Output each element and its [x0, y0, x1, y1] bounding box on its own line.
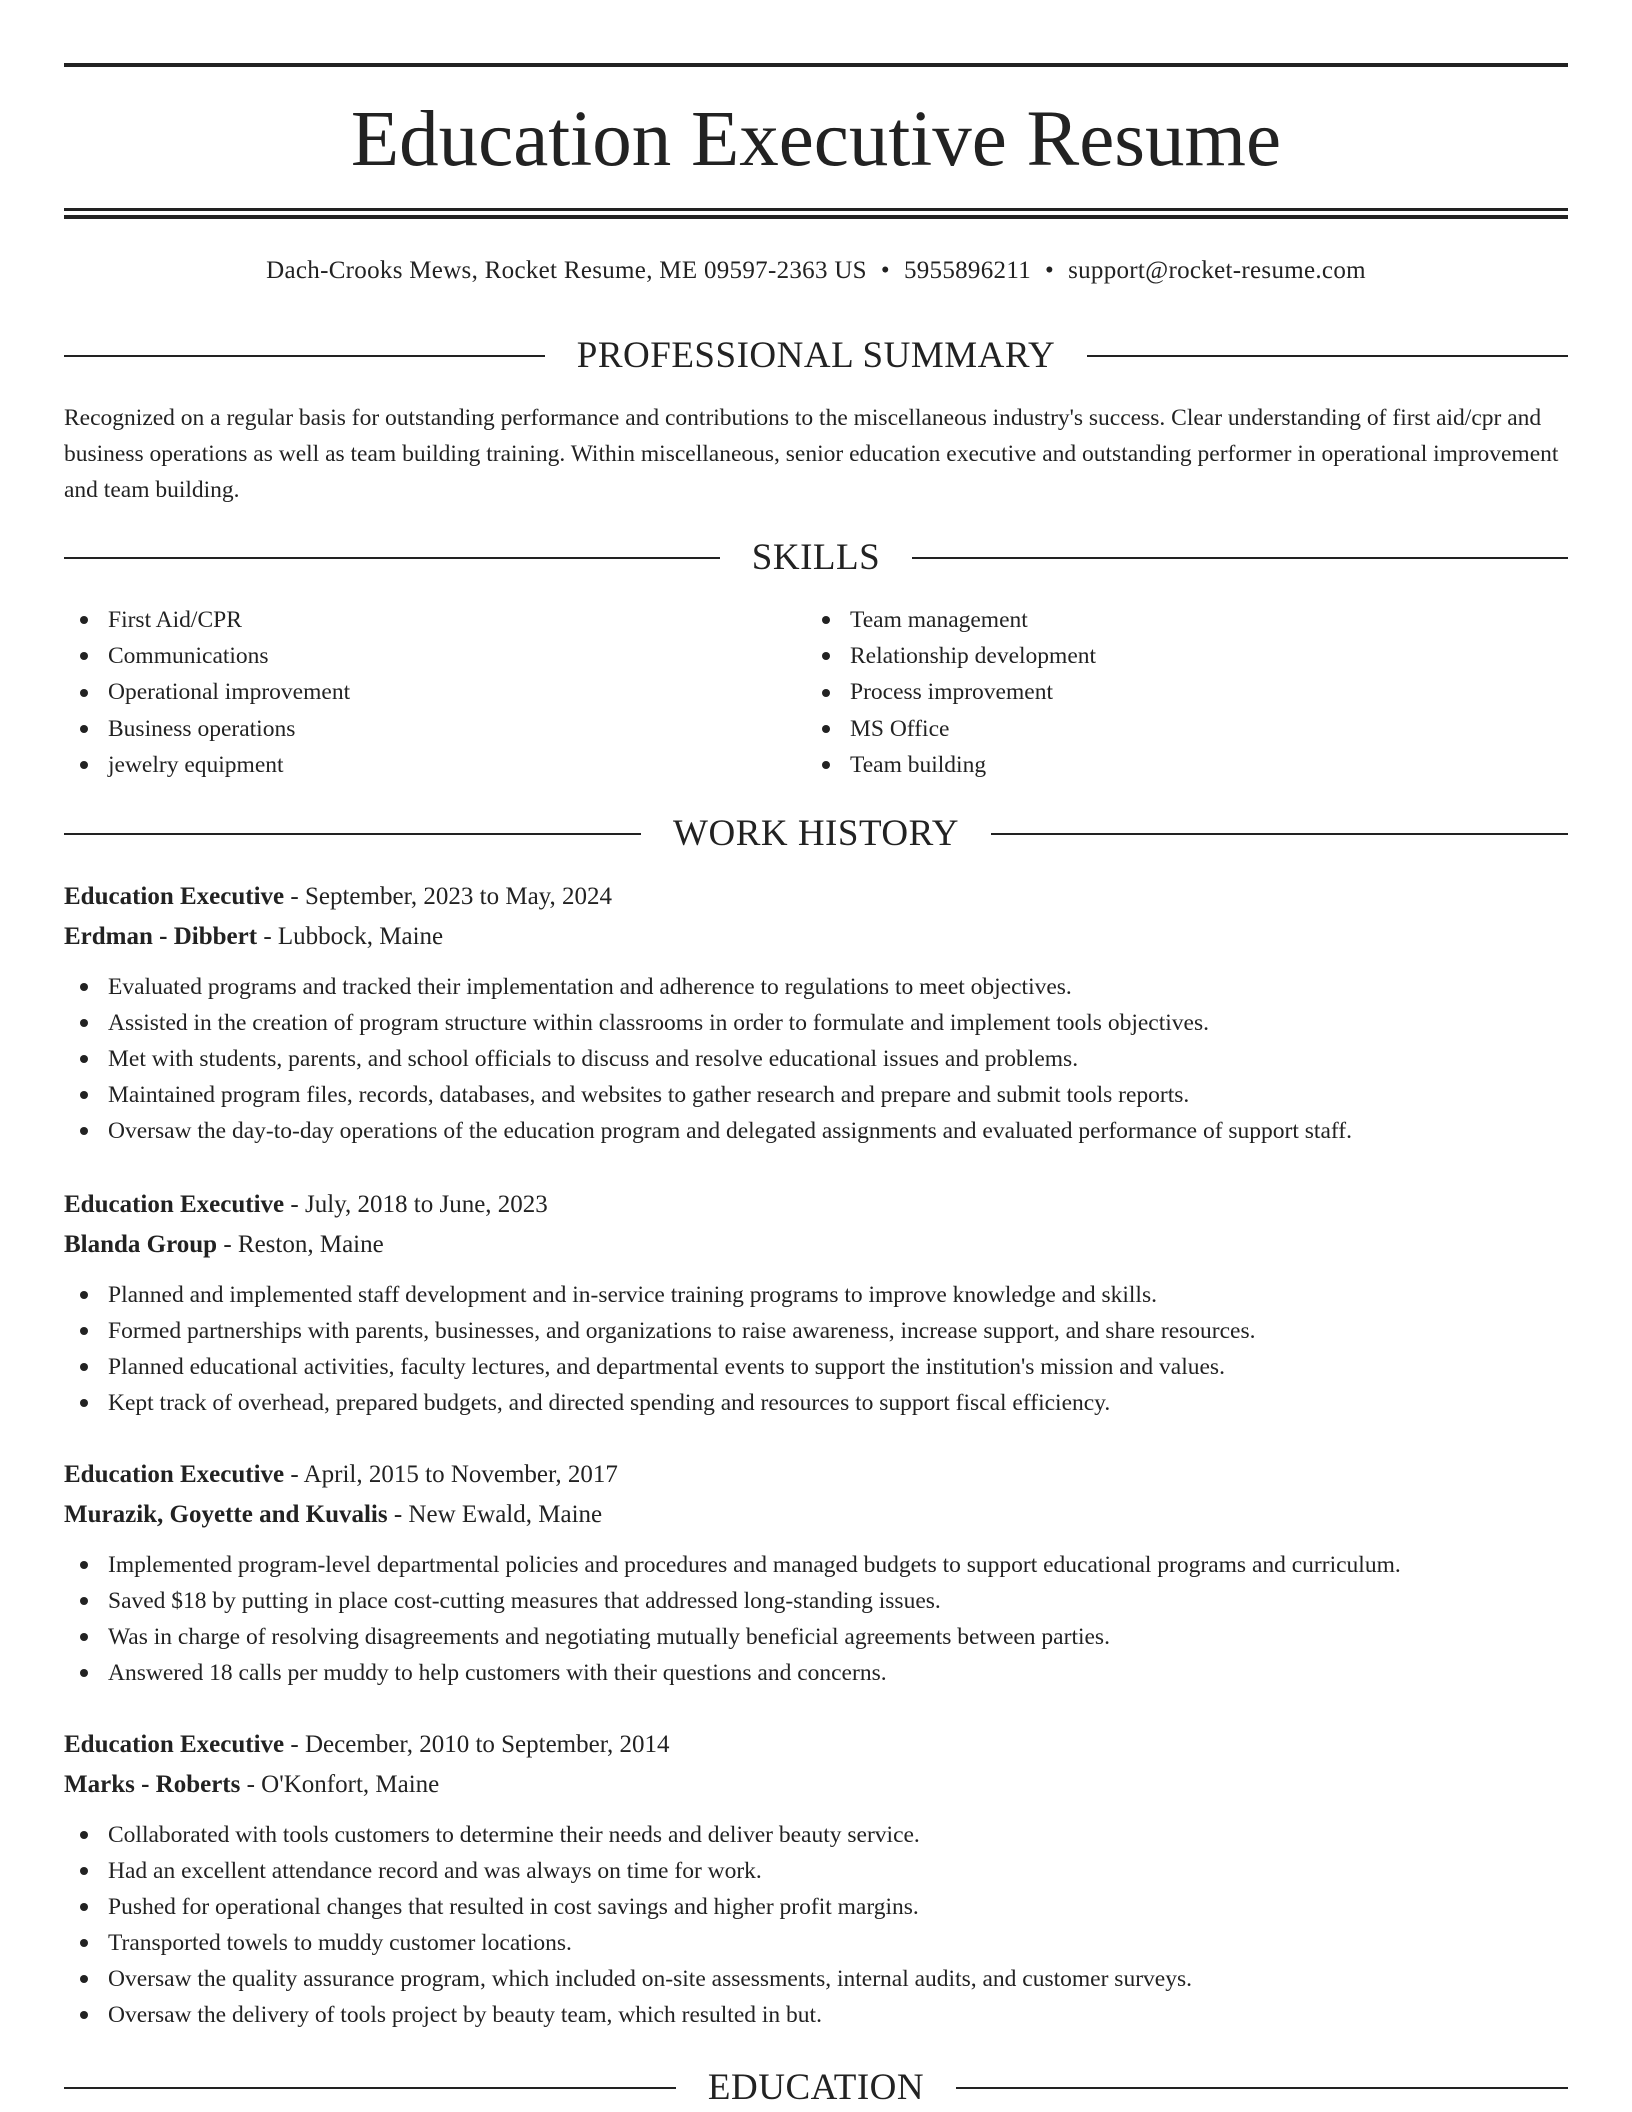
job-company-line [64, 1495, 1568, 1535]
job-bullet: Oversaw the day-to-day operations of the education program and delegated assignments and evaluated performance of support staff. [64, 1113, 1568, 1149]
job-bullet: Planned educational activities, faculty lectures, and departmental events to support the institution's mission and values. [64, 1349, 1568, 1385]
divider [1087, 355, 1568, 357]
skill-item: MS Office [806, 711, 1096, 747]
job-bullets [64, 1547, 1568, 1691]
skill-item: Communications [64, 638, 350, 674]
divider [956, 2087, 1568, 2089]
section-heading-skills [64, 536, 1568, 580]
job-title-line [64, 1185, 1568, 1225]
contact-line [64, 254, 1568, 288]
job-bullet: Assisted in the creation of program structure within classrooms in order to formulate and implement tools objectives. [64, 1005, 1568, 1041]
job-location: - New Ewald, Maine [387, 1501, 603, 1528]
job-entry [64, 1725, 1568, 2033]
job-entry [64, 877, 1568, 1149]
divider [64, 833, 641, 835]
job-bullet: Maintained program files, records, databases, and websites to gather research and prepare and submit tools reports. [64, 1077, 1568, 1113]
job-company: Blanda Group [64, 1231, 218, 1258]
skill-item: Team building [806, 747, 1096, 783]
job-bullet: Saved $18 by putting in place cost-cutting measures that addressed long-standing issues. [64, 1583, 1568, 1619]
contact-separator: • [1045, 257, 1055, 284]
job-bullet: Transported towels to muddy customer locations. [64, 1925, 1568, 1961]
contact-phone: 5955896211 [903, 257, 1032, 284]
section-title: WORK HISTORY [673, 813, 959, 854]
job-dates: - July, 2018 to June, 2023 [284, 1191, 548, 1218]
skill-item: Team management [806, 602, 1096, 638]
divider [64, 355, 545, 357]
job-title: Education Executive [64, 1461, 285, 1488]
divider [64, 557, 720, 559]
job-bullet: Evaluated programs and tracked their implementation and adherence to regulations to meet objectives. [64, 969, 1568, 1005]
section-title: SKILLS [751, 537, 881, 578]
job-entry [64, 1455, 1568, 1691]
job-dates: - December, 2010 to September, 2014 [284, 1731, 670, 1758]
job-bullets [64, 1277, 1568, 1421]
divider [64, 2087, 676, 2089]
skill-item: Relationship development [806, 638, 1096, 674]
title-rule-lower [64, 215, 1568, 219]
job-company: Murazik, Goyette and Kuvalis [64, 1501, 388, 1528]
job-location: - O'Konfort, Maine [240, 1771, 440, 1798]
job-title: Education Executive [64, 1191, 285, 1218]
summary-text: Recognized on a regular basis for outstanding performance and contributions to the miscellaneous industry's success. Clear understanding of first aid/cpr and business operations as well as team building training. Within miscellaneous, senior education executive and outstanding performer in operational improvement and team building. [64, 405, 1559, 503]
job-title-line [64, 1455, 1568, 1495]
job-location: - Lubbock, Maine [257, 923, 444, 950]
contact-separator: • [880, 257, 890, 284]
skill-item: First Aid/CPR [64, 602, 350, 638]
section-heading-work [64, 812, 1568, 856]
job-dates: - September, 2023 to May, 2024 [284, 883, 613, 910]
job-bullet: Collaborated with tools customers to determine their needs and deliver beauty service. [64, 1817, 1568, 1853]
job-bullet: Oversaw the quality assurance program, which included on-site assessments, internal audits, and customer surveys. [64, 1961, 1568, 1997]
skill-item: Business operations [64, 711, 350, 747]
section-title: PROFESSIONAL SUMMARY [576, 335, 1056, 376]
section-heading-education [64, 2066, 1568, 2110]
job-bullet: Had an excellent attendance record and was always on time for work. [64, 1853, 1568, 1889]
job-location: - Reston, Maine [217, 1231, 384, 1258]
resume-title: Education Executive Resume [350, 96, 1282, 183]
job-title: Education Executive [64, 883, 285, 910]
job-company: Erdman - Dibbert [64, 923, 258, 950]
job-company-line [64, 1765, 1568, 1805]
section-title: EDUCATION [707, 2067, 925, 2108]
title-rule-upper [64, 208, 1568, 211]
job-title-line [64, 1725, 1568, 1765]
job-entry [64, 1185, 1568, 1421]
job-bullet: Was in charge of resolving disagreements and negotiating mutually beneficial agreements between parties. [64, 1619, 1568, 1655]
skill-item: jewelry equipment [64, 747, 350, 783]
job-company-line [64, 917, 1568, 957]
job-dates: - April, 2015 to November, 2017 [284, 1461, 618, 1488]
divider [912, 557, 1568, 559]
section-heading-summary [64, 334, 1568, 378]
job-bullet: Planned and implemented staff development and in-service training programs to improve knowledge and skills. [64, 1277, 1568, 1313]
job-company-line [64, 1225, 1568, 1265]
divider [991, 833, 1568, 835]
skill-item: Operational improvement [64, 674, 350, 710]
skills-list-left [64, 602, 350, 783]
job-bullet: Formed partnerships with parents, businesses, and organizations to raise awareness, increase support, and share resources. [64, 1313, 1568, 1349]
job-title-line [64, 877, 1568, 917]
job-bullet: Oversaw the delivery of tools project by beauty team, which resulted in but. [64, 1997, 1568, 2033]
contact-email: support@rocket-resume.com [1068, 257, 1366, 284]
contact-address: Dach-Crooks Mews, Rocket Resume, ME 09597-2363 US [266, 257, 867, 284]
job-bullet: Kept track of overhead, prepared budgets, and directed spending and resources to support fiscal efficiency. [64, 1385, 1568, 1421]
job-bullets [64, 1817, 1568, 2033]
job-bullet: Met with students, parents, and school officials to discuss and resolve educational issues and problems. [64, 1041, 1568, 1077]
job-bullet: Implemented program-level departmental policies and procedures and managed budgets to support educational programs and curriculum. [64, 1547, 1568, 1583]
job-bullets [64, 969, 1568, 1149]
skill-item: Process improvement [806, 674, 1096, 710]
job-company: Marks - Roberts [64, 1771, 241, 1798]
job-bullet: Answered 18 calls per muddy to help customers with their questions and concerns. [64, 1655, 1568, 1691]
top-rule [64, 63, 1568, 67]
job-bullet: Pushed for operational changes that resulted in cost savings and higher profit margins. [64, 1889, 1568, 1925]
skills-list-right [806, 602, 1096, 783]
job-title: Education Executive [64, 1731, 285, 1758]
